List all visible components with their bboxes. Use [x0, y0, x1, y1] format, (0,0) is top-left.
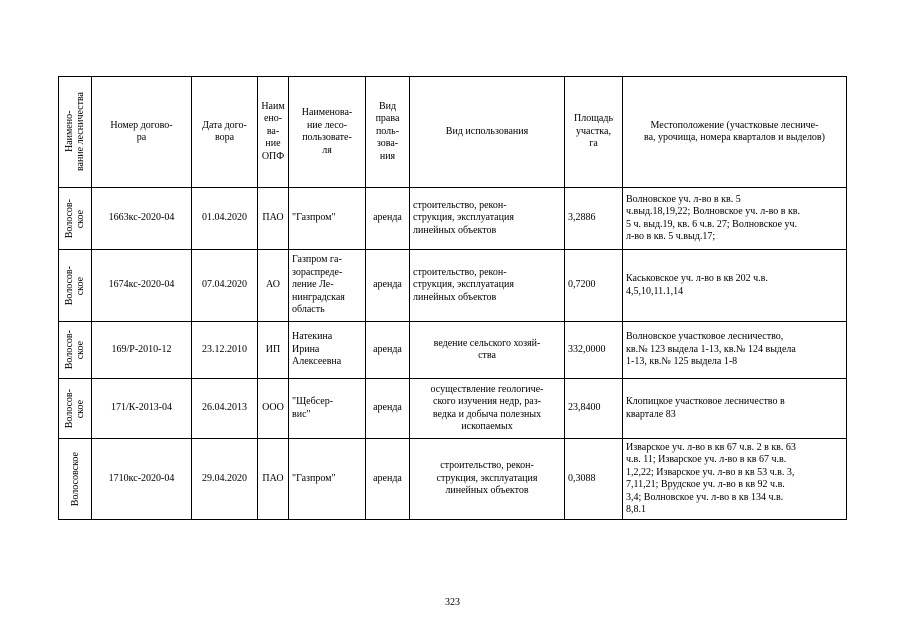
cell-opf: ООО [258, 379, 289, 439]
cell-contract-number: 1674кс-2020-04 [92, 250, 192, 322]
cell-area: 3,2886 [565, 188, 623, 250]
cell-location: Волновское участковое лесничество, кв.№ 123 выдела 1-13, кв.№ 124 выдела 1-13, кв.№ 125 выдела 1-8 [623, 322, 847, 379]
cell-opf: ПАО [258, 188, 289, 250]
cell-location: Клопицкое участковое лесничество в квартале 83 [623, 379, 847, 439]
cell-use-type: строительство, рекон- струкция, эксплуатация линейных объектов [410, 439, 565, 520]
cell-contract-number: 1663кс-2020-04 [92, 188, 192, 250]
cell-location: Изварское уч. л-во в кв 67 ч.в. 2 в кв. 63 ч.в. 11; Изварское уч. л-во в кв 67 ч.в. 1,2,22; Изварское уч. л-во в кв 53 ч.в. 3, 7,11,21; Врудское уч. л-во в кв 92 ч.в. 3,4; Волновское уч. л-во в кв 134 ч.в. 8,8.1 [623, 439, 847, 520]
table-row [59, 322, 847, 379]
cell-user: "Щебсер- вис" [289, 379, 366, 439]
cell-forestry-text: Волосов- ское [64, 265, 86, 306]
header-area: Площадь участка, га [565, 77, 623, 188]
cell-contract-date: 23.12.2010 [192, 322, 258, 379]
cell-right-type: аренда [366, 379, 410, 439]
cell-user: "Газпром" [289, 188, 366, 250]
cell-forestry-text: Волосовское [69, 451, 81, 507]
cell-area: 332,0000 [565, 322, 623, 379]
table-row [59, 188, 847, 250]
table-row [59, 439, 847, 520]
cell-contract-date: 01.04.2020 [192, 188, 258, 250]
cell-opf: АО [258, 250, 289, 322]
cell-area: 0,7200 [565, 250, 623, 322]
cell-forestry [59, 188, 92, 250]
cell-forestry [59, 439, 92, 520]
header-user: Наименова- ние лесо- пользовате- ля [289, 77, 366, 188]
table-row [59, 379, 847, 439]
cell-right-type: аренда [366, 322, 410, 379]
header-forestry [59, 77, 92, 188]
header-location: Местоположение (участковые лесниче- ва, урочища, номера кварталов и выделов) [623, 77, 847, 188]
cell-user: Натекина Ирина Алексеевна [289, 322, 366, 379]
cell-right-type: аренда [366, 250, 410, 322]
header-opf: Наим ено- ва- ние ОПФ [258, 77, 289, 188]
cell-opf: ИП [258, 322, 289, 379]
cell-use-type: строительство, рекон- струкция, эксплуатация линейных объектов [410, 250, 565, 322]
cell-forestry [59, 379, 92, 439]
cell-area: 23,8400 [565, 379, 623, 439]
cell-use-type: осуществление геологиче- ского изучения недр, раз- ведка и добыча полезных ископаемых [410, 379, 565, 439]
header-forestry-text: Наимено- вание лесничества [64, 92, 86, 172]
cell-forestry [59, 250, 92, 322]
cell-contract-date: 26.04.2013 [192, 379, 258, 439]
cell-area: 0,3088 [565, 439, 623, 520]
cell-forestry-text: Волосов- ское [64, 198, 86, 239]
cell-contract-date: 07.04.2020 [192, 250, 258, 322]
cell-contract-date: 29.04.2020 [192, 439, 258, 520]
table-row [59, 250, 847, 322]
header-contract-number: Номер догово- ра [92, 77, 192, 188]
cell-use-type: строительство, рекон- струкция, эксплуатация линейных объектов [410, 188, 565, 250]
cell-use-type: ведение сельского хозяй- ства [410, 322, 565, 379]
cell-forestry [59, 322, 92, 379]
cell-location: Волновское уч. л-во в кв. 5 ч.выд.18,19,22; Волновское уч. л-во в кв. 5 ч. выд.19, кв. 6 ч.в. 27; Волновское уч. л-во в кв. 5 ч.выд.17; [623, 188, 847, 250]
page-number: 323 [445, 597, 460, 608]
cell-location: Каськовское уч. л-во в кв 202 ч.в. 4,5,10,11.1,14 [623, 250, 847, 322]
cell-right-type: аренда [366, 188, 410, 250]
cell-user: Газпром га- зораспреде- ление Ле- нинградская область [289, 250, 366, 322]
cell-contract-number: 171/К-2013-04 [92, 379, 192, 439]
header-right-type: Вид права поль- зова- ния [366, 77, 410, 188]
cell-forestry-text: Волосов- ское [64, 330, 86, 370]
header-contract-date: Дата дого- вора [192, 77, 258, 188]
contracts-table [58, 76, 847, 520]
cell-right-type: аренда [366, 439, 410, 520]
cell-opf: ПАО [258, 439, 289, 520]
header-use-type: Вид использования [410, 77, 565, 188]
cell-user: "Газпром" [289, 439, 366, 520]
cell-forestry-text: Волосов- ское [64, 388, 86, 429]
cell-contract-number: 1710кс-2020-04 [92, 439, 192, 520]
cell-contract-number: 169/Р-2010-12 [92, 322, 192, 379]
header-row [59, 77, 847, 188]
